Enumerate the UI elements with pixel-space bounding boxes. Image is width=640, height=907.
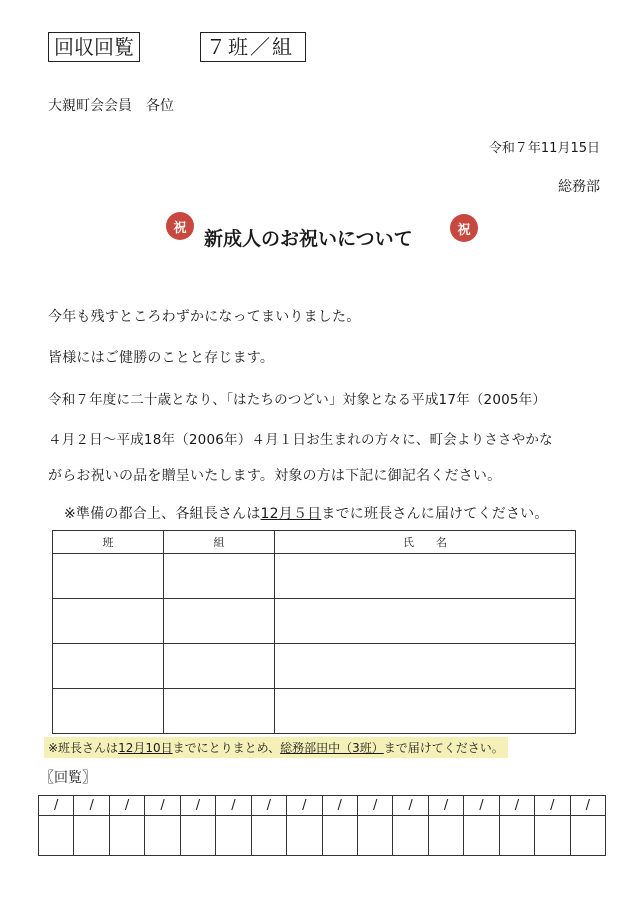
table-row xyxy=(53,689,576,734)
circulation-table xyxy=(38,795,606,856)
note1-suffix: までに班長さんに届けてください。 xyxy=(321,506,549,522)
body-line-2: 皆様にはご健勝のことと存じます。 xyxy=(48,350,275,366)
recipient: 大親町会会員 各位 xyxy=(48,98,174,114)
name-entry-table xyxy=(52,530,576,734)
circulation-sign-cell[interactable] xyxy=(428,816,463,856)
cell-han[interactable] xyxy=(53,644,164,689)
table-row xyxy=(53,644,576,689)
sender: 総務部 xyxy=(558,179,600,195)
col-header-name: 氏 名 xyxy=(275,531,576,554)
group-leader-note xyxy=(64,503,549,523)
cell-name[interactable] xyxy=(275,689,576,734)
han-leader-note xyxy=(44,737,508,758)
circulation-slot: / xyxy=(499,796,534,816)
circulation-sign-cell[interactable] xyxy=(393,816,428,856)
cell-name[interactable] xyxy=(275,554,576,599)
cell-han[interactable] xyxy=(53,599,164,644)
page-title: 新成人のお祝いについて xyxy=(204,228,413,250)
cell-kumi[interactable] xyxy=(164,644,275,689)
body-line-1: 今年も残すところわずかになってまいりました。 xyxy=(48,309,361,325)
cell-name[interactable] xyxy=(275,599,576,644)
celebration-right-icon: 祝 xyxy=(450,214,478,242)
cell-han[interactable] xyxy=(53,689,164,734)
circulation-sign-cell[interactable] xyxy=(357,816,392,856)
circulation-sign-cell[interactable] xyxy=(145,816,180,856)
circulation-slot: / xyxy=(464,796,499,816)
circulation-sign-cell[interactable] xyxy=(180,816,215,856)
body-line-5: がらお祝いの品を贈呈いたします。対象の方は下記に御記名ください。 xyxy=(48,468,502,484)
circulation-sign-cell[interactable] xyxy=(39,816,74,856)
cell-han[interactable] xyxy=(53,554,164,599)
cell-kumi[interactable] xyxy=(164,599,275,644)
circulation-slot: / xyxy=(287,796,322,816)
cell-kumi[interactable] xyxy=(164,554,275,599)
note1-deadline: 12月５日 xyxy=(260,506,322,522)
circulation-stamp-box: 回収回覧 xyxy=(48,32,140,62)
body-line-3: 令和７年度に二十歳となり、「はたちのつどい」対象となる平成17年（2005年） xyxy=(48,392,547,408)
circulation-sign-cell[interactable] xyxy=(570,816,605,856)
circulation-slot: / xyxy=(428,796,463,816)
circulation-sign-cell[interactable] xyxy=(216,816,251,856)
circulation-sign-row xyxy=(39,816,606,856)
circulation-slot: / xyxy=(39,796,74,816)
circulation-sign-cell[interactable] xyxy=(74,816,109,856)
table-row xyxy=(53,554,576,599)
note1-prefix: ※準備の都合上、各組長さんは xyxy=(64,506,261,522)
circulation-sign-cell[interactable] xyxy=(251,816,286,856)
circulation-sign-cell[interactable] xyxy=(109,816,144,856)
circulation-label: 〖回覧〗 xyxy=(40,770,96,786)
circulation-slot: / xyxy=(216,796,251,816)
circulation-slot: / xyxy=(393,796,428,816)
note2-suffix: まで届けてください。 xyxy=(383,741,504,755)
body-line-4: ４月２日～平成18年（2006年）４月１日お生まれの方々に、町会よりささやかな xyxy=(48,432,553,448)
note2-prefix: ※班長さんは xyxy=(48,741,119,755)
circulation-slot: / xyxy=(145,796,180,816)
group-box: ７班／組 xyxy=(200,32,306,62)
celebration-left-icon: 祝 xyxy=(166,212,194,240)
circulation-slot: / xyxy=(74,796,109,816)
date: 令和７年11月15日 xyxy=(488,141,600,156)
circulation-slot: / xyxy=(535,796,570,816)
note2-middle: までにとりまとめ、 xyxy=(172,741,281,755)
circulation-slot: / xyxy=(109,796,144,816)
cell-name[interactable] xyxy=(275,644,576,689)
circulation-slot: / xyxy=(570,796,605,816)
circulation-slot: / xyxy=(322,796,357,816)
circulation-sign-cell[interactable] xyxy=(499,816,534,856)
table-row xyxy=(53,599,576,644)
note2-contact: 総務部田中（3班） xyxy=(280,741,384,755)
circulation-slot: / xyxy=(251,796,286,816)
note2-deadline: 12月10日 xyxy=(118,741,173,755)
circulation-sign-cell[interactable] xyxy=(322,816,357,856)
col-header-kumi: 組 xyxy=(164,531,275,554)
circulation-sign-cell[interactable] xyxy=(287,816,322,856)
circulation-slot-row xyxy=(39,796,606,816)
circulation-slot: / xyxy=(180,796,215,816)
circulation-slot: / xyxy=(357,796,392,816)
col-header-han: 班 xyxy=(53,531,164,554)
circulation-sign-cell[interactable] xyxy=(535,816,570,856)
circulation-sign-cell[interactable] xyxy=(464,816,499,856)
cell-kumi[interactable] xyxy=(164,689,275,734)
